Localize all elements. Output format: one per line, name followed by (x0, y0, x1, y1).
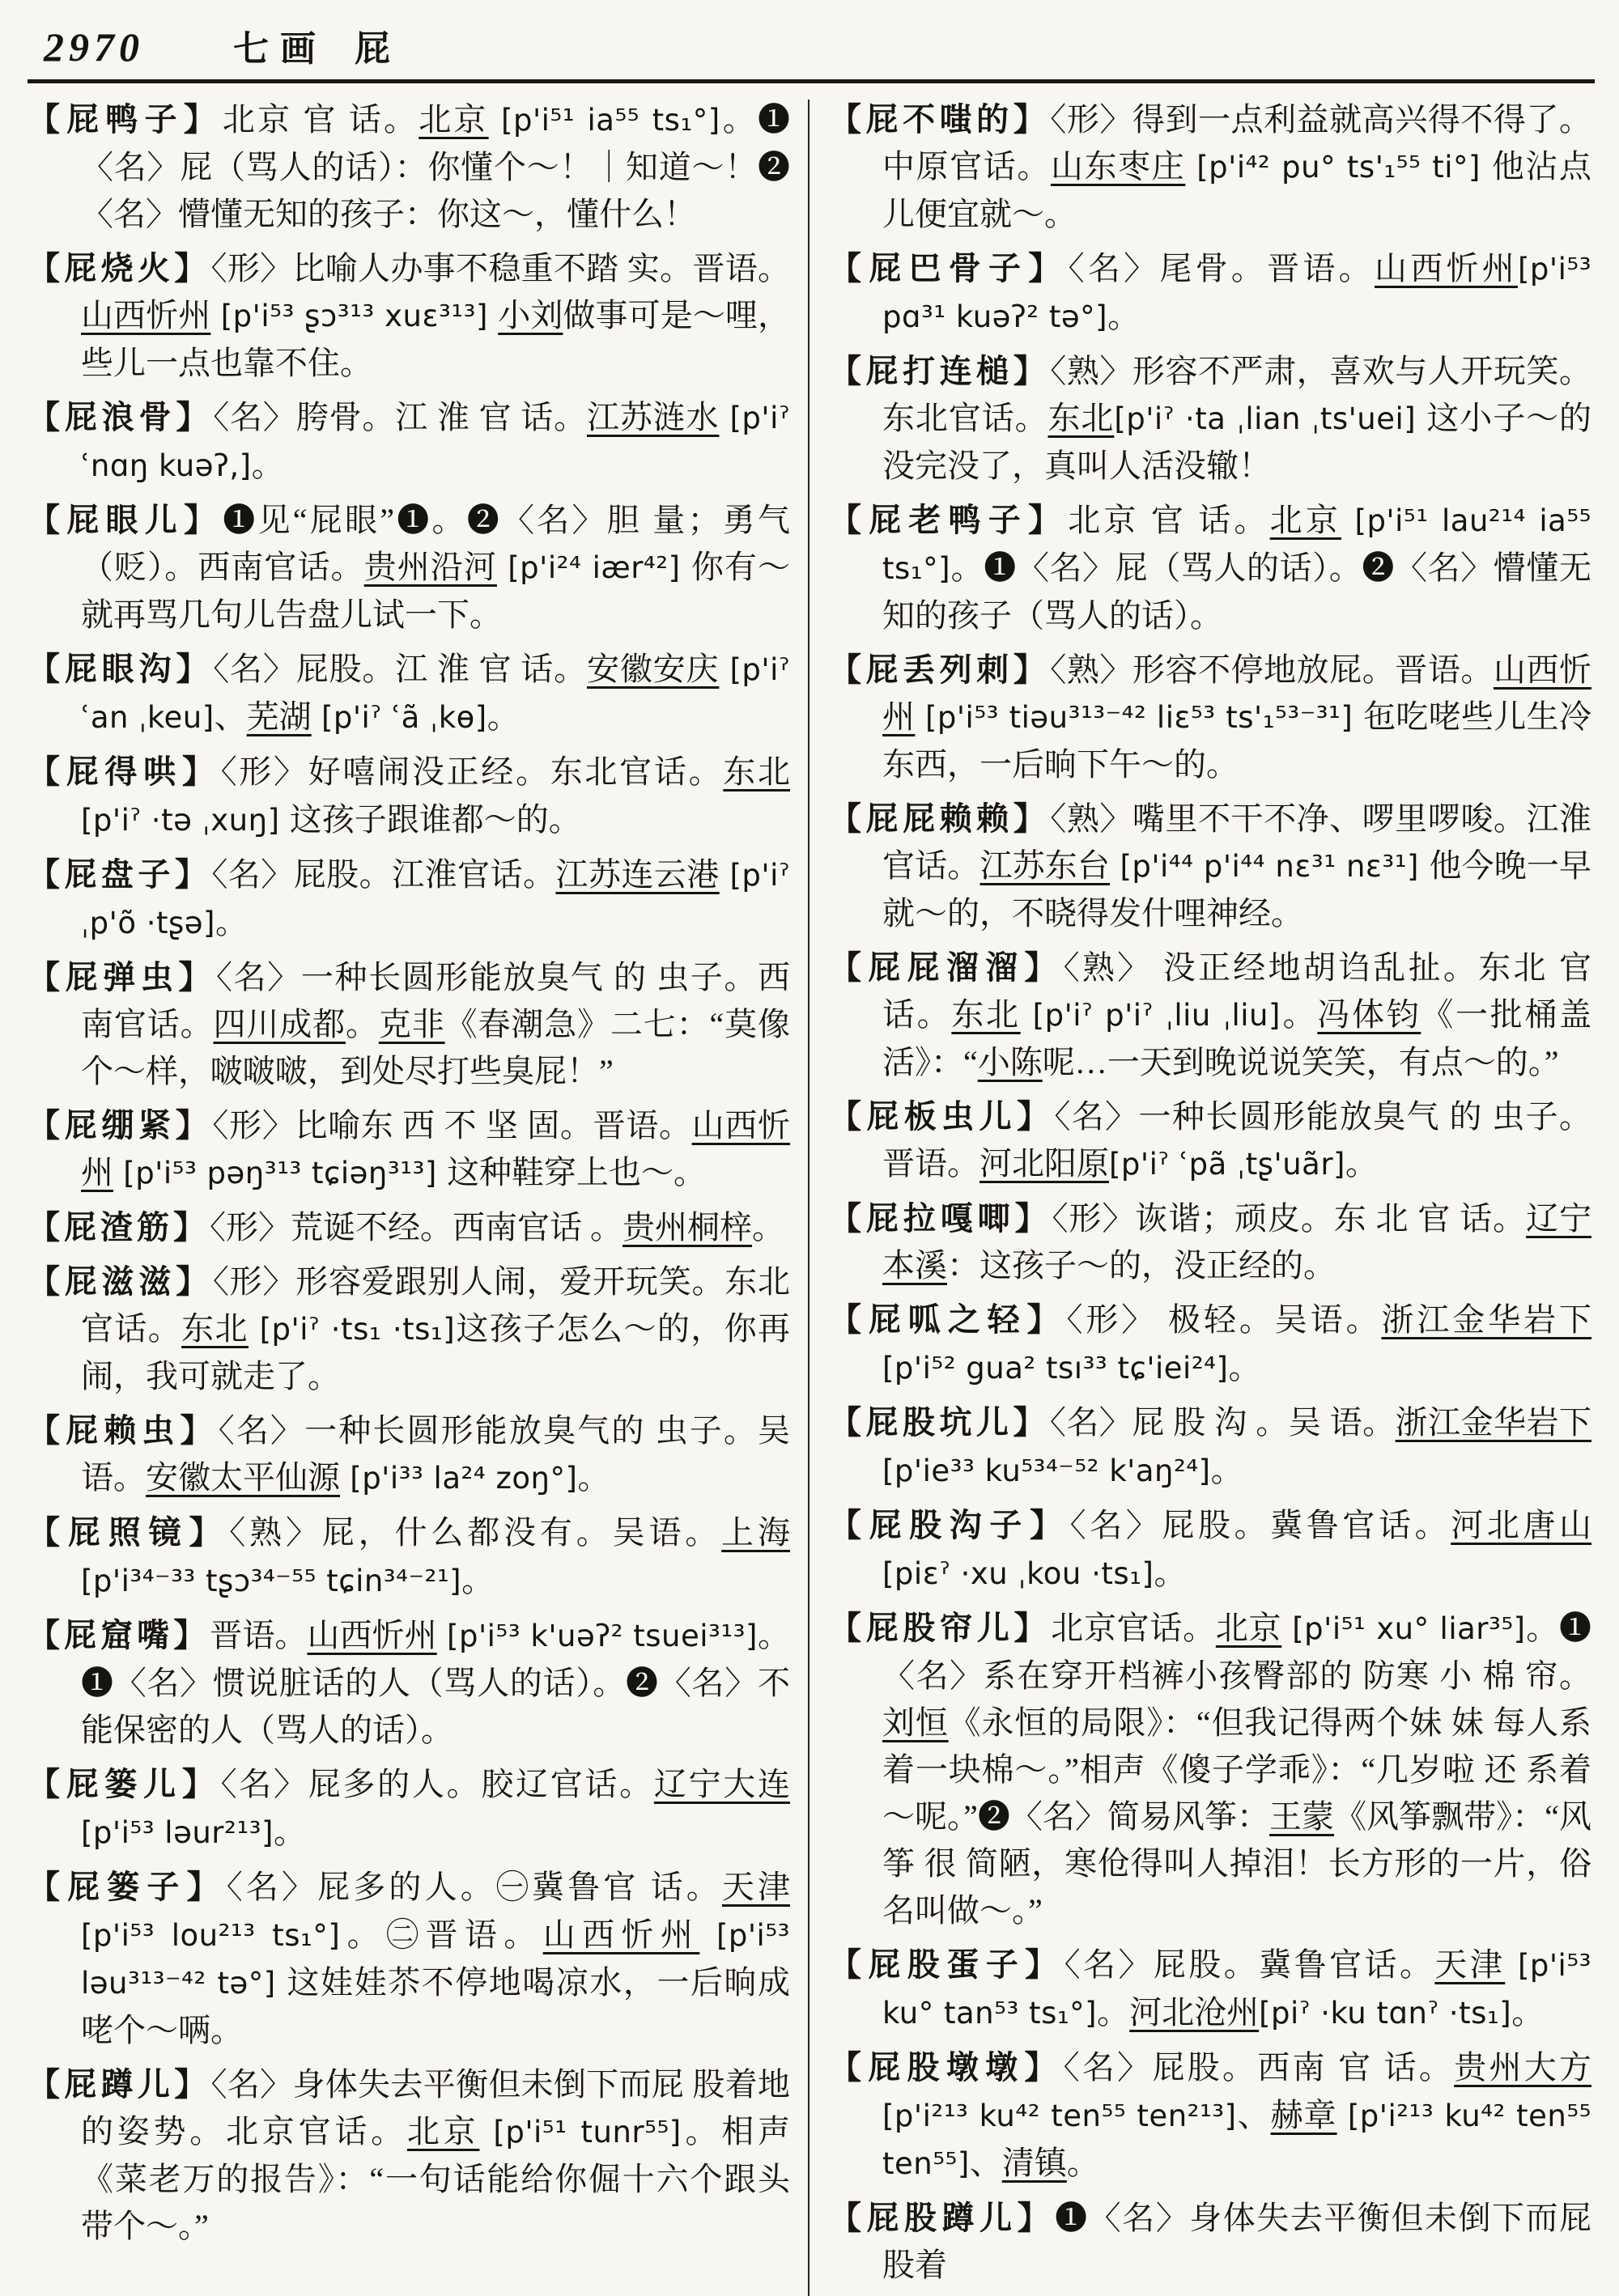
entry-text: 。❶〈名〉系在穿开档裤小孩臀部的 防寒 小 棉 帘。 (882, 1610, 1592, 1694)
place-name: 河北沧州 (1129, 1994, 1260, 2031)
entry-text: 。 (215, 904, 248, 940)
entry-headword: 【屁得哄】 (28, 753, 221, 790)
entry-text: 他今晚一早就～的，不晓得发什哩神经。 (882, 847, 1591, 932)
entry-headword: 【屁屁溜溜】 (829, 949, 1064, 986)
dictionary-entry (829, 647, 1591, 788)
entry-headword: 【屁绷紧】 (28, 1107, 213, 1144)
entry-text: 你有～就再骂几句儿告盘儿试一下。 (81, 549, 790, 633)
place-name: 江苏涟水 (587, 399, 720, 435)
dictionary-entry (28, 497, 790, 639)
ipa-transcription: [p'ie³³ ku⁵³⁴⁻⁵² k'aŋ²⁴] (882, 1454, 1211, 1488)
entry-text: 。㊁晋语。 (340, 1916, 543, 1953)
entry-text: 。 (273, 1814, 306, 1850)
entry-text: 〈名〉屁股。冀鲁官话。 (1064, 1946, 1435, 1983)
page-number: 2970 (44, 24, 144, 70)
entry-headword: 【屁蹲儿】 (28, 2066, 211, 2103)
entry-text: ❶见“屁眼”❶。❷〈名〉胆 量；勇气（贬）。西南官话。 (81, 502, 790, 585)
place-name: 辽宁大连 (653, 1766, 791, 1802)
ipa-transcription: [p'iˀ ʿã ˌkɵ] (311, 700, 487, 735)
dictionary-entry (28, 1864, 790, 2054)
entry-headword: 【屁股蹲儿】 (829, 2200, 1056, 2236)
place-name: 浙江金华岩下 (1381, 1301, 1592, 1338)
entry-text: 他沾点儿便宜就～。 (882, 148, 1592, 232)
place-name: 安徽太平仙源 (146, 1459, 340, 1496)
entry-headword: 【屁照镜】 (28, 1514, 230, 1551)
entry-text: 〈熟〉屁，什么都没有。吴语。 (229, 1514, 722, 1551)
dictionary-entry (829, 1605, 1591, 1934)
place-name: 河北阳原 (979, 1145, 1109, 1182)
ipa-transcription: [p'i⁵³ tiəu³¹³⁻⁴² liɛ⁵³ ts'₁⁵³⁻³¹] (915, 700, 1363, 735)
ipa-transcription: [p'i³⁴⁻³³ tʂɔ³⁴⁻⁵⁵ tɕin³⁴⁻²¹] (81, 1564, 462, 1598)
ipa-transcription: [p'iˀ ˌp'õ ·tʂə] (81, 858, 791, 940)
entry-headword: 【屁窟嘴】 (28, 1617, 210, 1653)
dictionary-entry (28, 954, 790, 1095)
dictionary-entry (829, 1502, 1591, 1598)
entry-headword: 【屁老鸭子】 (829, 502, 1069, 538)
right-column (810, 96, 1591, 2296)
entry-text: 《永恒的局限》：“但我记得两个妹 妹 每人系着一块棉～。”相声《傻子学乖》：“几岁啦 还 系着～呢。”❷〈名〉简易风筝： (882, 1704, 1591, 1835)
entry-text: 《春潮急》二七：“莫像个～样，啵啵啵，到处尽打些臭屁！” (81, 1006, 791, 1089)
left-column (28, 96, 808, 2257)
entry-text: 晋语。 (210, 1617, 308, 1653)
place-name: 刘恒 (882, 1704, 949, 1741)
dictionary-entry (829, 348, 1591, 490)
dictionary-entry (28, 1612, 790, 1754)
place-name: 山东枣庄 (1050, 148, 1186, 185)
ipa-transcription: [p'i⁵³ ku° tan⁵³ ts₁°] (882, 1948, 1591, 2031)
entry-text: 。 (461, 1562, 495, 1598)
ipa-transcription: [p'i⁵¹ ia⁵⁵ ts₁°] (488, 103, 720, 138)
entry-text: 〈名〉屁股。江 淮 官 话。 (213, 651, 587, 687)
place-name: 冯体钧 (1317, 996, 1421, 1033)
ipa-transcription: [p'i⁵¹ xu° liar³⁵] (1281, 1611, 1526, 1646)
ipa-transcription: [p'iˀ ·ta ˌlian ˌts'uei] (1114, 401, 1427, 436)
entry-text: 。相声《菜老万的报告》：“一句话能给你倔十六个跟头带个～。” (81, 2113, 791, 2244)
dictionary-entry (28, 394, 790, 490)
entry-headword: 【屁股沟子】 (829, 1507, 1070, 1543)
dictionary-entry (28, 2061, 790, 2250)
ipa-transcription: [piˀ ·ku tɑnˀ ·ts₁] (1259, 1996, 1512, 2031)
place-name: 清镇 (1001, 2145, 1067, 2181)
place-name: 山西忻州 (542, 1916, 700, 1953)
place-name: 贵州大方 (1454, 2049, 1592, 2086)
header-rule (28, 79, 1595, 83)
entry-text: 。 (345, 1006, 379, 1042)
ipa-transcription: [p'i⁵³ ʂɔ³¹³ xuɛ³¹³] (210, 299, 499, 333)
entry-headword: 【屁烧火】 (28, 250, 211, 286)
place-name: 赫章 (1270, 2097, 1337, 2133)
place-name: 东北 (723, 753, 791, 790)
place-name: 浙江金华岩下 (1395, 1404, 1592, 1441)
place-name: 北京 (419, 101, 489, 138)
dictionary-entry (28, 1102, 790, 1197)
entry-text: 《风筝飘带》：“风筝 很 简陋，寒伧得叫人掉泪！长方形的一片，俗名叫做～。” (882, 1798, 1591, 1929)
entry-text: 〈熟〉嘴里不干不净、啰里啰唆。江淮官话。 (882, 800, 1592, 884)
entry-text: 。 (577, 1459, 610, 1496)
ipa-transcription: [p'i⁵³ k'uəʔ² tsuei³¹³] (436, 1619, 758, 1653)
entry-text: 〈形〉比喻东 西 不 坚 固。晋语。 (212, 1107, 692, 1144)
entry-headword: 【屁打连槌】 (829, 353, 1051, 389)
entry-headword: 【屁丢列刺】 (829, 651, 1051, 688)
entry-text: 。 (1066, 2145, 1099, 2181)
entry-headword: 【屁浪骨】 (28, 399, 214, 435)
place-name: 山西忻州 (307, 1617, 437, 1653)
entry-text: 。 (1210, 1452, 1243, 1488)
dictionary-entry (28, 1204, 790, 1251)
entry-text: 〈熟〉形容不停地放屁。晋语。 (1050, 651, 1494, 688)
place-name: 山西忻州 (81, 1107, 791, 1190)
entry-text: 《一批桶盖活》：“ (882, 996, 1592, 1080)
entry-text: 〈名〉屁股。西南 官 话。 (1063, 2049, 1455, 2086)
place-name: 山西忻州 (81, 297, 211, 333)
ipa-transcription: [p'i⁴² pu° ts'₁⁵⁵ ti°] (1185, 150, 1492, 185)
entry-text: 。 (752, 1209, 784, 1246)
place-name: 王蒙 (1269, 1798, 1335, 1835)
ipa-transcription: [p'i⁵³ ləu³¹³⁻⁴² tə°] (81, 1918, 790, 2001)
entry-headword: 【屁呱之轻】 (829, 1301, 1067, 1338)
entry-text: 〈形〉得到一点利益就高兴得不得了。中原官话。 (882, 101, 1592, 185)
entry-text: 。 (1345, 1145, 1378, 1182)
dictionary-entry (28, 1761, 790, 1857)
entry-headword: 【屁巴骨子】 (829, 250, 1069, 286)
ipa-transcription: [p'iˀ ʿan ˌkeu] (81, 652, 791, 735)
entry-text: 。 (1154, 1555, 1187, 1591)
ipa-transcription: [p'i⁵² gua² tsı³³ tɕ'iei²⁴] (882, 1351, 1229, 1386)
entry-text: 。 (251, 447, 284, 483)
entry-headword: 【屁股蛋子】 (829, 1946, 1064, 1983)
ipa-transcription: [p'i⁵³ lou²¹³ ts₁°] (81, 1918, 341, 1953)
entry-headword: 【屁眼儿】 (28, 502, 223, 538)
dictionary-entry (829, 2044, 1591, 2188)
entry-text: 〈形〉 极轻。吴语。 (1066, 1301, 1382, 1338)
entry-text: 。 (1097, 1994, 1130, 2031)
ipa-transcription: [p'iˀ ʿnɑŋ kuəʔ,] (81, 401, 791, 483)
dictionary-entry (829, 1093, 1591, 1188)
entry-text: 㐌吃咾些儿生冷东西，一后晌下午～的。 (882, 698, 1592, 783)
place-name: 江苏连云港 (555, 856, 720, 893)
ipa-transcription: [p'iˀ ·ts₁ ·ts₁] (248, 1312, 456, 1347)
entry-headword: 【屁股墩墩】 (829, 2049, 1064, 2086)
entry-text: 这孩子跟谁都～的。 (289, 801, 581, 838)
dictionary-entry (28, 851, 790, 947)
place-name: 辽宁本溪 (882, 1200, 1592, 1284)
dictionary-entry (829, 1942, 1591, 2037)
ipa-transcription: [p'i²¹³ ku⁴² ten⁵⁵ ten⁵⁵] (882, 2099, 1592, 2181)
entry-text: 这小子～的没完没了，真叫人活没辙！ (882, 400, 1592, 484)
entry-text: 这孩子怎么～的，你再闹，我可就走了。 (81, 1310, 791, 1394)
ipa-transcription: [p'i⁵¹ lau²¹⁴ ia⁵⁵ ts₁°] (882, 503, 1591, 586)
entry-text: 〈名〉屁多的人。㊀冀鲁官 话。 (226, 1869, 722, 1905)
place-name: 芜湖 (246, 698, 312, 735)
dictionary-entry (28, 1258, 790, 1400)
place-name: 上海 (721, 1514, 791, 1551)
stroke-section-label: 七画 (233, 29, 327, 69)
entry-text: 北京 官 话。 (222, 101, 419, 138)
ipa-transcription: [p'iˀ p'iˀ ˌliu ˌliu] (1020, 998, 1281, 1033)
entry-text: 、 (969, 2145, 1002, 2181)
dictionary-entry (28, 96, 790, 238)
ipa-transcription: [p'i²⁴ iær⁴²] (496, 550, 691, 585)
entry-text: 〈形〉形容爱跟别人闹，爱开玩笑。东北官话。 (81, 1263, 791, 1347)
place-name: 东北 (181, 1310, 249, 1347)
place-name: 小陈 (977, 1044, 1043, 1080)
dictionary-entry (28, 1407, 790, 1502)
entry-headword: 【屁弹虫】 (28, 959, 217, 995)
place-name: 北京 (1215, 1610, 1282, 1646)
entry-text: 〈熟〉形容不严肃，喜欢与人开玩笑。东北官话。 (882, 353, 1592, 436)
place-name: 小刘 (498, 297, 563, 333)
entry-headword: 【屁眼沟】 (28, 651, 214, 687)
ipa-transcription: [p'i³³ la²⁴ zoŋ°] (340, 1461, 578, 1496)
entry-text: 。 (1511, 1994, 1545, 2031)
dictionary-entry (28, 245, 790, 387)
place-name: 山西忻州 (1374, 250, 1518, 286)
entry-text: 。❶〈名〉屁（骂人的话）。❷〈名〉懵懂无知的孩子（骂人的话）。 (882, 550, 1591, 634)
entry-text: 、 (1236, 2097, 1271, 2133)
entry-text: 。 (1228, 1349, 1261, 1386)
entry-headword: 【屁板虫儿】 (829, 1098, 1055, 1135)
ipa-transcription: [p'i⁵³ pɑ³¹ kuəʔ² tə°] (882, 252, 1592, 334)
place-name: 山西忻州 (882, 651, 1592, 735)
entry-text: 。 (487, 698, 520, 735)
entry-text: ❶〈名〉身体失去平衡但未倒下而屁股着 (882, 2200, 1592, 2283)
entry-text: 做事可是～哩，些儿一点也靠不住。 (81, 297, 791, 381)
entry-text: 〈名〉屁多的人。胶辽官话。 (220, 1766, 654, 1802)
entry-text: 这娃娃苶不停地喝凉水，一后晌成咾个～唡。 (81, 1964, 791, 2048)
place-name: 北京 (406, 2113, 480, 2150)
place-name: 东北 (951, 996, 1021, 1033)
ipa-transcription: [piɛˀ ·xu ˌkou ·ts₁] (882, 1556, 1154, 1591)
entry-text: 。❶〈名〉屁（骂人的话）：你懂个～！｜知道～！❷〈名〉懵懂无知的孩子：你这～，懂什么！ (81, 101, 791, 232)
entry-headword: 【屁赖虫】 (28, 1412, 219, 1449)
entry-text: 〈名〉屁 股 沟 。吴 语。 (1049, 1404, 1396, 1441)
dictionary-entry (829, 796, 1591, 937)
entry-headword: 【屁盘子】 (28, 856, 212, 893)
entry-text: 〈形〉荒诞不经。西南官话 。 (210, 1209, 623, 1246)
dictionary-entry (829, 944, 1591, 1086)
entry-text: 。 (1280, 996, 1318, 1033)
entry-headword: 【屁渣筋】 (28, 1209, 210, 1246)
entry-text: ：这孩子～的，没正经的。 (947, 1247, 1336, 1284)
place-name: 贵州桐梓 (623, 1209, 752, 1246)
ipa-transcription: [p'i⁵³ pəŋ³¹³ tɕiəŋ³¹³] (113, 1156, 448, 1190)
entry-text: 〈名〉胯骨。江 淮 官 话。 (213, 399, 587, 435)
dictionary-entry (829, 2195, 1591, 2289)
entry-text: 。 (1107, 298, 1141, 334)
place-name: 贵州沿河 (363, 549, 497, 585)
entry-headword: 【屁鸭子】 (28, 101, 223, 138)
entry-text: 〈名〉屁股。冀鲁官话。 (1069, 1507, 1451, 1543)
entry-text: 〈名〉一种长圆形能放臭气 的 虫子。晋语。 (882, 1098, 1592, 1182)
dictionary-entry (28, 1509, 790, 1605)
entry-text: 、 (214, 698, 247, 735)
place-name: 克非 (378, 1006, 445, 1042)
entry-headword: 【屁篓儿】 (28, 1766, 221, 1802)
ipa-transcription: [p'i⁴⁴ p'i⁴⁴ nɛ³¹ nɛ³¹] (1110, 849, 1430, 884)
dictionary-entry (829, 1297, 1591, 1392)
entry-text: 这种鞋穿上也～。 (447, 1154, 707, 1190)
radical-label: 屁 (355, 29, 392, 69)
place-name: 北京 (1269, 502, 1342, 538)
dictionary-entry (829, 96, 1591, 238)
entry-headword: 【屁屁赖赖】 (829, 800, 1051, 837)
entry-headword: 【屁不嗤的】 (829, 101, 1051, 138)
dictionary-entry (28, 749, 790, 844)
entry-headword: 【屁股坑儿】 (829, 1404, 1050, 1441)
entry-headword: 【屁篓子】 (28, 1869, 227, 1905)
page-header (28, 15, 1595, 79)
place-name: 安徽安庆 (587, 651, 720, 687)
place-name: 河北唐山 (1451, 1507, 1592, 1543)
dictionary-entry (829, 497, 1591, 639)
entry-text: 〈名〉一种长圆形能放臭气的 虫子。吴语。 (81, 1412, 791, 1496)
entry-text: 〈名〉身体失去平衡但未倒下而屁 股着地的姿势。北京官话。 (81, 2066, 791, 2150)
two-column-body (28, 96, 1595, 2296)
entry-headword: 【屁滋滋】 (28, 1263, 213, 1300)
dictionary-entry (829, 1195, 1591, 1289)
entry-text: 〈形〉诙谐；顽皮。东 北 官 话。 (1052, 1200, 1527, 1237)
entry-text: 〈名〉屁股。江淮官话。 (211, 856, 556, 893)
ipa-transcription: [p'iˀ ʿpã ˌtʂ'uãr] (1109, 1147, 1345, 1182)
place-name: 四川成都 (213, 1006, 346, 1042)
dictionary-entry (28, 646, 790, 741)
entry-text: 呢…一天到晚说说笑笑，有点～的。” (1042, 1044, 1559, 1080)
entry-text: 北京 官 话。 (1068, 502, 1270, 538)
dictionary-entry (829, 245, 1591, 341)
place-name: 天津 (1434, 1946, 1506, 1983)
entry-text: 〈形〉好嘻闹没正经。东北官话。 (220, 753, 724, 790)
entry-text: 〈熟〉 没正经地胡诌乱扯。东北 官 话。 (882, 949, 1592, 1033)
place-name: 东北 (1047, 400, 1115, 436)
entry-headword: 【屁股帘儿】 (829, 1610, 1052, 1646)
entry-text: 〈名〉一种长圆形能放臭气 的 虫子。西南官话。 (81, 959, 791, 1042)
ipa-transcription: [p'i²¹³ ku⁴² ten⁵⁵ ten²¹³] (882, 2099, 1237, 2133)
entry-text: 〈名〉尾骨。晋语。 (1068, 250, 1375, 286)
ipa-transcription: [p'iˀ ·tə ˌxuŋ] (81, 803, 290, 838)
ipa-transcription: [p'i⁵³ ləur²¹³] (81, 1815, 274, 1850)
entry-headword: 【屁拉嘎唧】 (829, 1200, 1052, 1237)
entry-text: 。❶〈名〉惯说脏话的人（骂人的话）。❷〈名〉不能保密的人（骂人的话）。 (81, 1617, 791, 1748)
place-name: 天津 (721, 1869, 791, 1905)
entry-text: 北京官话。 (1051, 1610, 1216, 1646)
dictionary-entry (829, 1399, 1591, 1495)
entry-text: 〈形〉比喻人办事不稳重不踏 实。晋语。 (210, 250, 791, 286)
place-name: 江苏东台 (979, 847, 1111, 884)
ipa-transcription: [p'i⁵¹ tunr⁵⁵] (479, 2115, 682, 2150)
